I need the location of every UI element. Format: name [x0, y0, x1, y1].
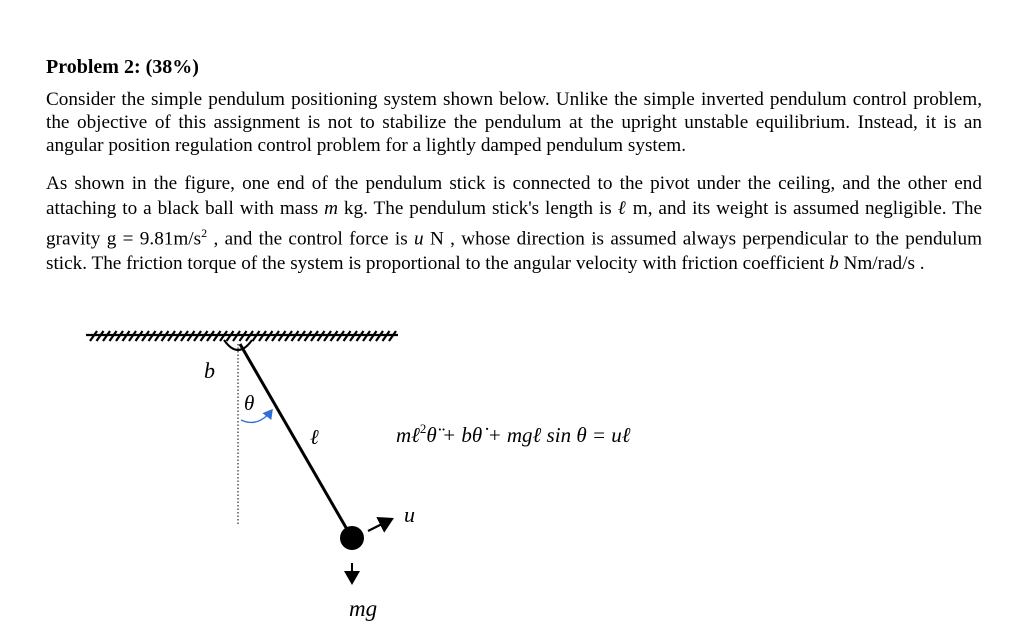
length-symbol: ℓ: [617, 198, 627, 219]
force-arrow: [368, 519, 392, 531]
label-u: u: [404, 502, 415, 527]
gravity-expression: g = 9.81m/s: [106, 228, 202, 250]
label-mg: mg: [349, 596, 378, 621]
text-run: , and the control force is: [207, 228, 415, 250]
text-run: N , whose direction is assumed always perpendicular to the pendulum stick. The friction torque of the system is proportional to the angular velocity with friction coefficient: [46, 228, 982, 275]
label-ell: ℓ: [310, 425, 319, 449]
equation-of-motion: [396, 421, 631, 447]
text-run: Nm/rad/s .: [838, 253, 925, 275]
text-run: As shown in the figure, one end of the pendulum stick is connected to the pivot under the ceiling, and the other end attaching to a black ball with mass: [46, 173, 982, 219]
label-theta: θ: [244, 391, 255, 415]
ceiling: [86, 331, 398, 341]
problem-heading: Problem 2: (38%): [46, 56, 199, 78]
intro-paragraph: Consider the simple pendulum positioning system shown below. Unlike the simple inverted pendulum control problem, the objective of this assignment is not to stabilize the pendulum at the upright unstable equilibrium. Instead, it is an angular position regulation control problem for a lightly damped pendulum system.: [46, 89, 982, 156]
gravity-exponent: 2: [201, 226, 208, 240]
pendulum-ball: [340, 526, 364, 550]
friction-symbol: b: [829, 253, 839, 275]
equation-part: mℓ: [396, 423, 420, 447]
force-symbol: u: [414, 228, 424, 250]
text-run: m, and its weight is assumed negligible. The gravity: [46, 198, 982, 250]
equation-exponent: 2: [419, 421, 427, 436]
equation-part: θ̈ + bθ̇ + mgℓ sin θ = uℓ: [426, 423, 631, 447]
pendulum-stick: [240, 344, 352, 538]
mass-symbol: m: [324, 198, 338, 219]
text-run: kg. The pendulum stick's length is: [338, 198, 618, 219]
label-b: b: [204, 358, 215, 383]
